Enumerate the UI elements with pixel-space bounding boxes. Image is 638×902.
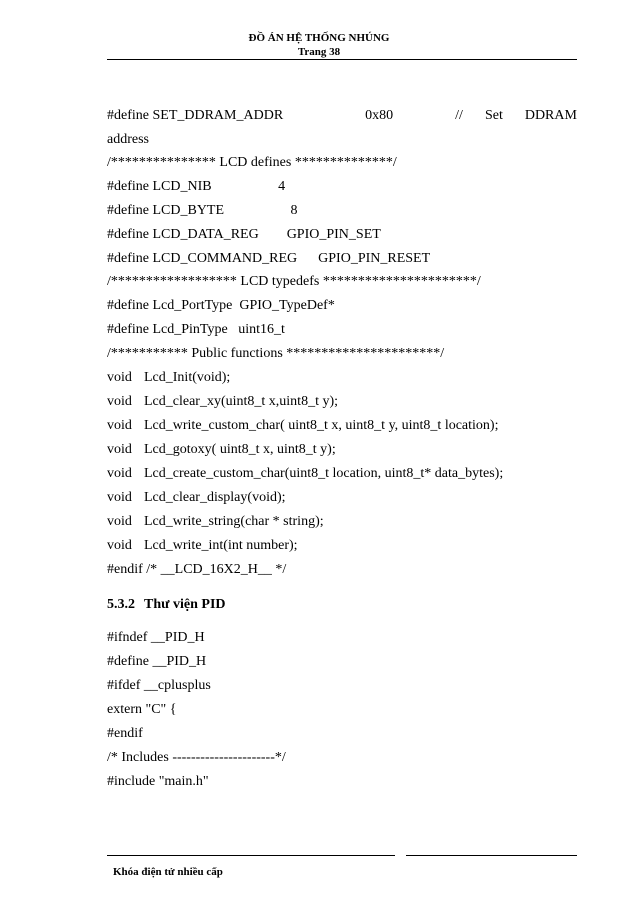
section-title: Thư viện PID xyxy=(144,597,226,612)
code-keyword: void xyxy=(107,418,132,433)
section-heading xyxy=(107,597,226,613)
code-token: DDRAM xyxy=(524,108,577,123)
code-line-set-ddram xyxy=(107,108,577,124)
code-keyword: void xyxy=(107,394,132,409)
code-signature: Lcd_clear_display(void); xyxy=(144,490,286,505)
footer-divider-left xyxy=(107,855,395,856)
code-line-function xyxy=(107,466,503,482)
code-line: #include "main.h" xyxy=(107,774,209,789)
header-divider xyxy=(107,59,577,60)
code-token: 0x80 xyxy=(365,108,394,123)
code-line-function xyxy=(107,538,298,554)
code-token: Set xyxy=(484,108,503,123)
section-number: 5.3.2 xyxy=(107,597,135,612)
code-line-function xyxy=(107,394,338,410)
code-signature: Lcd_clear_xy(uint8_t x,uint8_t y); xyxy=(144,394,339,409)
code-line: #define __PID_H xyxy=(107,654,207,669)
code-line: #define Lcd_PinType uint16_t xyxy=(107,322,285,337)
code-line: #define Lcd_PortType GPIO_TypeDef* xyxy=(107,298,335,313)
code-line-function xyxy=(107,418,498,434)
code-line: #ifndef __PID_H xyxy=(107,630,205,645)
code-line-function xyxy=(107,442,336,458)
code-keyword: void xyxy=(107,538,132,553)
code-token: #define SET_DDRAM_ADDR xyxy=(107,108,284,123)
code-line: #define LCD_DATA_REG GPIO_PIN_SET xyxy=(107,227,381,242)
code-line-function xyxy=(107,370,230,386)
code-line-function xyxy=(107,514,324,530)
code-signature: Lcd_write_custom_char( uint8_t x, uint8_t y, uint8_t location); xyxy=(144,418,499,433)
code-signature: Lcd_write_int(int number); xyxy=(144,538,298,553)
code-line: address xyxy=(107,132,149,147)
code-line: #ifdef __cplusplus xyxy=(107,678,211,693)
page-footer: Khóa điện tử nhiều cấp xyxy=(113,866,223,878)
code-keyword: void xyxy=(107,442,132,457)
code-line: #endif /* __LCD_16X2_H__ */ xyxy=(107,562,287,577)
code-signature: Lcd_Init(void); xyxy=(144,370,231,385)
code-line: #endif xyxy=(107,726,143,741)
code-line: /* Includes ----------------------*/ xyxy=(107,750,286,765)
code-signature: Lcd_write_string(char * string); xyxy=(144,514,324,529)
code-line: /*************** LCD defines **************/ xyxy=(107,155,397,170)
code-signature: Lcd_create_custom_char(uint8_t location, uint8_t* data_bytes); xyxy=(144,466,504,481)
code-line: #define LCD_NIB 4 xyxy=(107,179,286,194)
code-line: /*********** Public functions **********************/ xyxy=(107,346,445,361)
code-line: #define LCD_COMMAND_REG GPIO_PIN_RESET xyxy=(107,251,431,266)
document-title: ĐỒ ÁN HỆ THỐNG NHÚNG xyxy=(248,32,390,44)
page-number: Trang 38 xyxy=(297,46,341,58)
code-keyword: void xyxy=(107,490,132,505)
code-signature: Lcd_gotoxy( uint8_t x, uint8_t y); xyxy=(144,442,336,457)
code-line: /****************** LCD typedefs **********************/ xyxy=(107,274,481,289)
code-keyword: void xyxy=(107,514,132,529)
code-keyword: void xyxy=(107,466,132,481)
code-line: #define LCD_BYTE 8 xyxy=(107,203,298,218)
code-keyword: void xyxy=(107,370,132,385)
footer-divider-right xyxy=(406,855,577,856)
code-line: extern "C" { xyxy=(107,702,177,717)
page-header xyxy=(0,31,638,59)
code-token: // xyxy=(455,108,463,123)
code-line-function xyxy=(107,490,286,506)
